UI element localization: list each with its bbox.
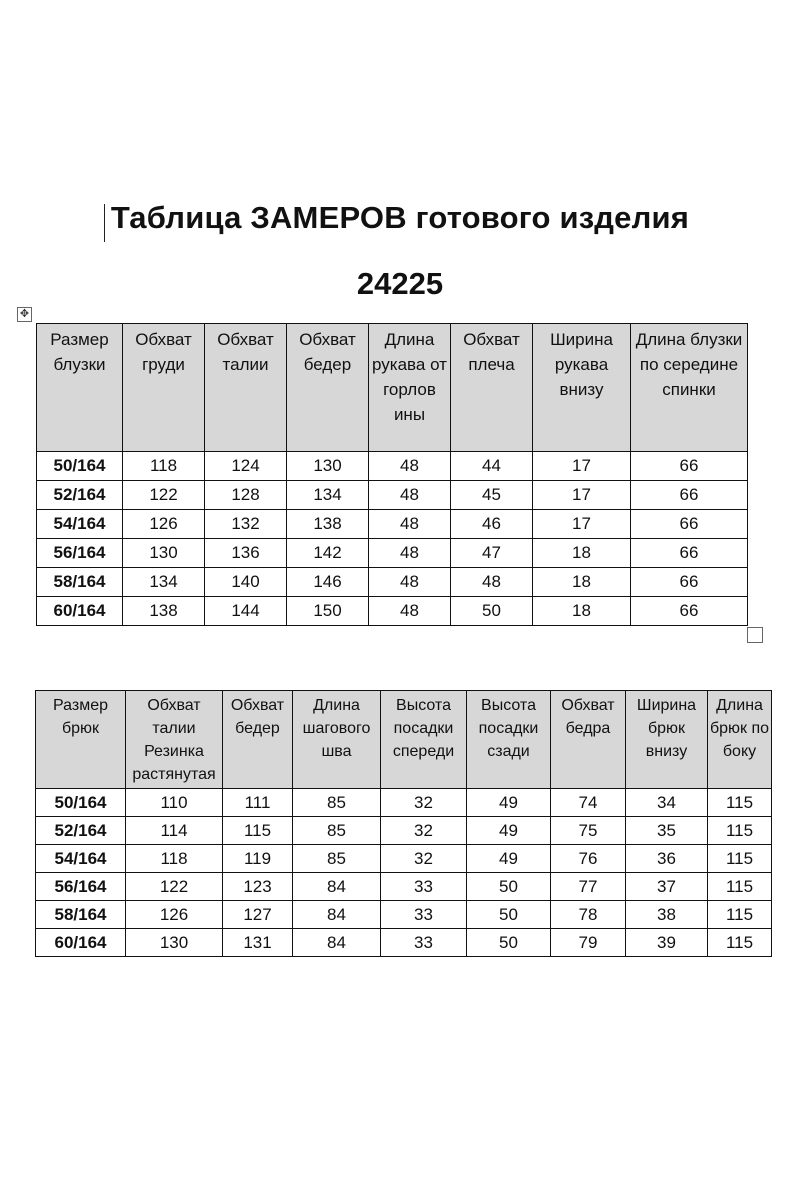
table-row: [37, 481, 748, 510]
column-header: Размер брюк: [36, 691, 126, 789]
column-header: Длина брюк по боку: [708, 691, 772, 789]
value-cell: 48: [451, 568, 533, 597]
column-header: Обхват плеча: [451, 324, 533, 452]
value-cell: 123: [223, 873, 293, 901]
value-cell: 130: [287, 452, 369, 481]
value-cell: 74: [551, 789, 626, 817]
value-cell: 48: [369, 568, 451, 597]
article-number: 24225: [356, 266, 444, 301]
value-cell: 115: [708, 901, 772, 929]
table-row: [36, 929, 772, 957]
column-header: Обхват бедра: [551, 691, 626, 789]
page-title: Таблица ЗАМЕРОВ готового изделия: [110, 200, 690, 235]
value-cell: 119: [223, 845, 293, 873]
value-cell: 17: [533, 510, 631, 539]
size-cell: 56/164: [37, 539, 123, 568]
value-cell: 79: [551, 929, 626, 957]
value-cell: 114: [126, 817, 223, 845]
value-cell: 84: [293, 901, 381, 929]
value-cell: 18: [533, 597, 631, 626]
column-header: Обхват талии Резинка растянутая: [126, 691, 223, 789]
value-cell: 111: [223, 789, 293, 817]
trousers-measurements-table: [35, 690, 772, 957]
value-cell: 33: [381, 929, 467, 957]
value-cell: 34: [626, 789, 708, 817]
column-header: Обхват бедер: [287, 324, 369, 452]
value-cell: 45: [451, 481, 533, 510]
value-cell: 122: [126, 873, 223, 901]
value-cell: 66: [631, 597, 748, 626]
value-cell: 48: [369, 452, 451, 481]
table-row: [36, 845, 772, 873]
table-row: [37, 452, 748, 481]
size-cell: 50/164: [37, 452, 123, 481]
value-cell: 130: [123, 539, 205, 568]
column-header: Длина шагового шва: [293, 691, 381, 789]
value-cell: 66: [631, 481, 748, 510]
table-row: [37, 597, 748, 626]
value-cell: 127: [223, 901, 293, 929]
value-cell: 115: [708, 929, 772, 957]
value-cell: 75: [551, 817, 626, 845]
value-cell: 49: [467, 789, 551, 817]
value-cell: 18: [533, 539, 631, 568]
value-cell: 140: [205, 568, 287, 597]
value-cell: 122: [123, 481, 205, 510]
value-cell: 144: [205, 597, 287, 626]
value-cell: 85: [293, 845, 381, 873]
value-cell: 76: [551, 845, 626, 873]
value-cell: 131: [223, 929, 293, 957]
value-cell: 17: [533, 481, 631, 510]
value-cell: 66: [631, 568, 748, 597]
value-cell: 85: [293, 817, 381, 845]
value-cell: 44: [451, 452, 533, 481]
table-row: [37, 510, 748, 539]
value-cell: 115: [708, 873, 772, 901]
value-cell: 17: [533, 452, 631, 481]
table-header-row: [36, 691, 772, 789]
value-cell: 115: [708, 845, 772, 873]
value-cell: 84: [293, 929, 381, 957]
value-cell: 48: [369, 539, 451, 568]
column-header: Высота посадки спереди: [381, 691, 467, 789]
value-cell: 142: [287, 539, 369, 568]
column-header: Высота посадки сзади: [467, 691, 551, 789]
value-cell: 124: [205, 452, 287, 481]
value-cell: 126: [123, 510, 205, 539]
value-cell: 78: [551, 901, 626, 929]
size-cell: 60/164: [37, 597, 123, 626]
value-cell: 84: [293, 873, 381, 901]
value-cell: 115: [223, 817, 293, 845]
value-cell: 18: [533, 568, 631, 597]
value-cell: 48: [369, 597, 451, 626]
value-cell: 33: [381, 873, 467, 901]
column-header: Длина блузки по середине спинки: [631, 324, 748, 452]
column-header: Обхват талии: [205, 324, 287, 452]
value-cell: 50: [467, 873, 551, 901]
table-row: [36, 873, 772, 901]
value-cell: 115: [708, 789, 772, 817]
value-cell: 49: [467, 845, 551, 873]
value-cell: 48: [369, 510, 451, 539]
value-cell: 32: [381, 845, 467, 873]
value-cell: 132: [205, 510, 287, 539]
column-header: Обхват бедер: [223, 691, 293, 789]
size-cell: 52/164: [37, 481, 123, 510]
size-cell: 58/164: [37, 568, 123, 597]
value-cell: 48: [369, 481, 451, 510]
value-cell: 46: [451, 510, 533, 539]
value-cell: 118: [126, 845, 223, 873]
value-cell: 66: [631, 452, 748, 481]
size-cell: 52/164: [36, 817, 126, 845]
table-resize-handle[interactable]: [747, 627, 763, 643]
value-cell: 66: [631, 539, 748, 568]
value-cell: 85: [293, 789, 381, 817]
table-move-handle-icon[interactable]: ✥: [17, 307, 32, 322]
value-cell: 118: [123, 452, 205, 481]
table-row: [37, 568, 748, 597]
text-cursor: [104, 204, 105, 242]
value-cell: 126: [126, 901, 223, 929]
value-cell: 130: [126, 929, 223, 957]
size-cell: 60/164: [36, 929, 126, 957]
value-cell: 50: [451, 597, 533, 626]
value-cell: 38: [626, 901, 708, 929]
table-header-row: [37, 324, 748, 452]
value-cell: 146: [287, 568, 369, 597]
value-cell: 136: [205, 539, 287, 568]
value-cell: 115: [708, 817, 772, 845]
column-header: Размер блузки: [37, 324, 123, 452]
blouse-measurements-table: [36, 323, 748, 626]
value-cell: 66: [631, 510, 748, 539]
value-cell: 36: [626, 845, 708, 873]
value-cell: 134: [287, 481, 369, 510]
size-cell: 58/164: [36, 901, 126, 929]
size-cell: 56/164: [36, 873, 126, 901]
value-cell: 77: [551, 873, 626, 901]
value-cell: 128: [205, 481, 287, 510]
column-header: Ширина брюк внизу: [626, 691, 708, 789]
value-cell: 138: [287, 510, 369, 539]
value-cell: 32: [381, 817, 467, 845]
value-cell: 138: [123, 597, 205, 626]
value-cell: 110: [126, 789, 223, 817]
column-header: Ширина рукава внизу: [533, 324, 631, 452]
table-row: [36, 789, 772, 817]
value-cell: 32: [381, 789, 467, 817]
value-cell: 47: [451, 539, 533, 568]
size-cell: 50/164: [36, 789, 126, 817]
value-cell: 50: [467, 929, 551, 957]
size-cell: 54/164: [37, 510, 123, 539]
value-cell: 39: [626, 929, 708, 957]
value-cell: 134: [123, 568, 205, 597]
value-cell: 50: [467, 901, 551, 929]
table-row: [36, 817, 772, 845]
value-cell: 33: [381, 901, 467, 929]
size-cell: 54/164: [36, 845, 126, 873]
value-cell: 49: [467, 817, 551, 845]
table-row: [37, 539, 748, 568]
table-row: [36, 901, 772, 929]
column-header: Обхват груди: [123, 324, 205, 452]
value-cell: 150: [287, 597, 369, 626]
column-header: Длина рукава от горлов ины: [369, 324, 451, 452]
value-cell: 37: [626, 873, 708, 901]
value-cell: 35: [626, 817, 708, 845]
